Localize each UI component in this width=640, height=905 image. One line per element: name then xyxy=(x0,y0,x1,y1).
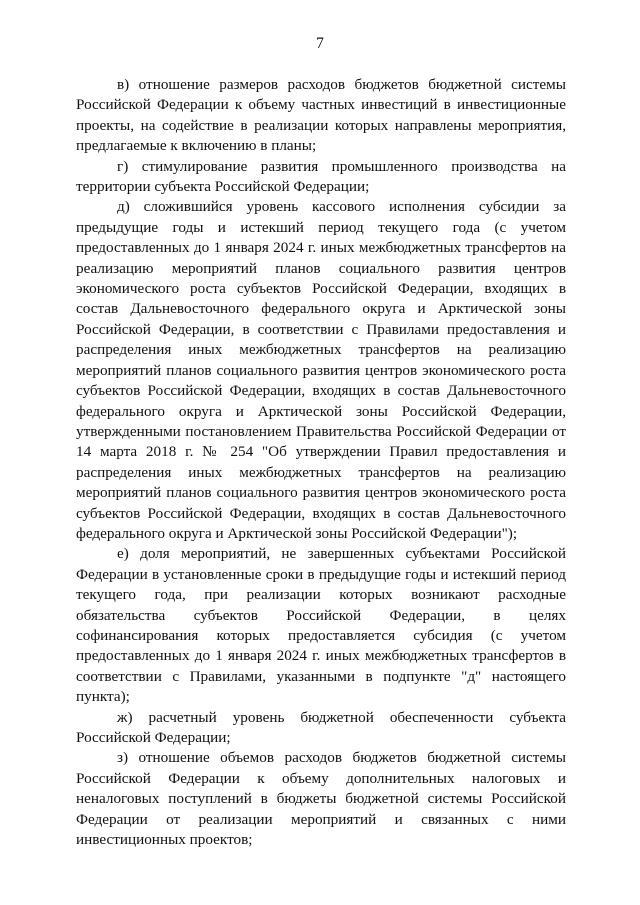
paragraph-g: г) стимулирование развития промышленного производства на территории субъекта Российской Федерации; xyxy=(76,157,566,196)
paragraph-zh: ж) расчетный уровень бюджетной обеспеченности субъекта Российской Федерации; xyxy=(76,708,566,746)
document-body xyxy=(76,75,566,850)
paragraph-z: з) отношение объемов расходов бюджетов бюджетной системы Российской Федерации к объему дополнительных налоговых и неналоговых поступлений в бюджеты бюджетной системы Российской Федерации от реализации мероприятий и связанных с ними инвестиционных проектов; xyxy=(76,749,566,849)
paragraph-e: е) доля мероприятий, не завершенных субъектами Российской Федерации в установленные сроки в предыдущие годы и истекший период текущего года, при реализации которых возникают расходные обязательства субъектов Российской Федерации, в целях софинансирования которых предоставляется субсидия (с учетом предоставленных до 1 января 2024 г. иных межбюджетных трансфертов в соответствии с Правилами, указанными в подпункте "д" настоящего пункта); xyxy=(76,545,566,706)
paragraph-v: в) отношение размеров расходов бюджетов бюджетной системы Российской Федерации к объему частных инвестиций в инвестиционные проекты, на содействие в реализации которых направлены мероприятия, предлагаемые к включению в планы; xyxy=(76,76,566,155)
page-number: 7 xyxy=(316,35,324,52)
paragraph-d: д) сложившийся уровень кассового исполнения субсидии за предыдущие годы и истекший период текущего года (с учетом предоставленных до 1 января 2024 г. иных межбюджетных трансфертов на реализацию мероприятий планов социального развития центров экономического роста субъектов Российской Федерации, входящих в состав Дальневосточного федерального округа и Арктической зоны Российской Федерации, в соответствии с Правилами предоставления и распределения иных межбюджетных трансфертов на реализацию мероприятий планов социального развития центров экономического роста субъектов Российской Федерации, входящих в состав Дальневосточного федерального округа и Арктической зоны Российской Федерации, утвержденными постановлением Правительства Российской Федерации от 14 марта 2018 г. № 254 "Об утверждении Правил предоставления и распределения иных межбюджетных трансфертов на реализацию мероприятий планов социального развития центров экономического роста субъектов Российской Федерации, входящих в состав Дальневосточного федерального округа и Арктической зоны Российской Федерации"); xyxy=(76,198,566,542)
